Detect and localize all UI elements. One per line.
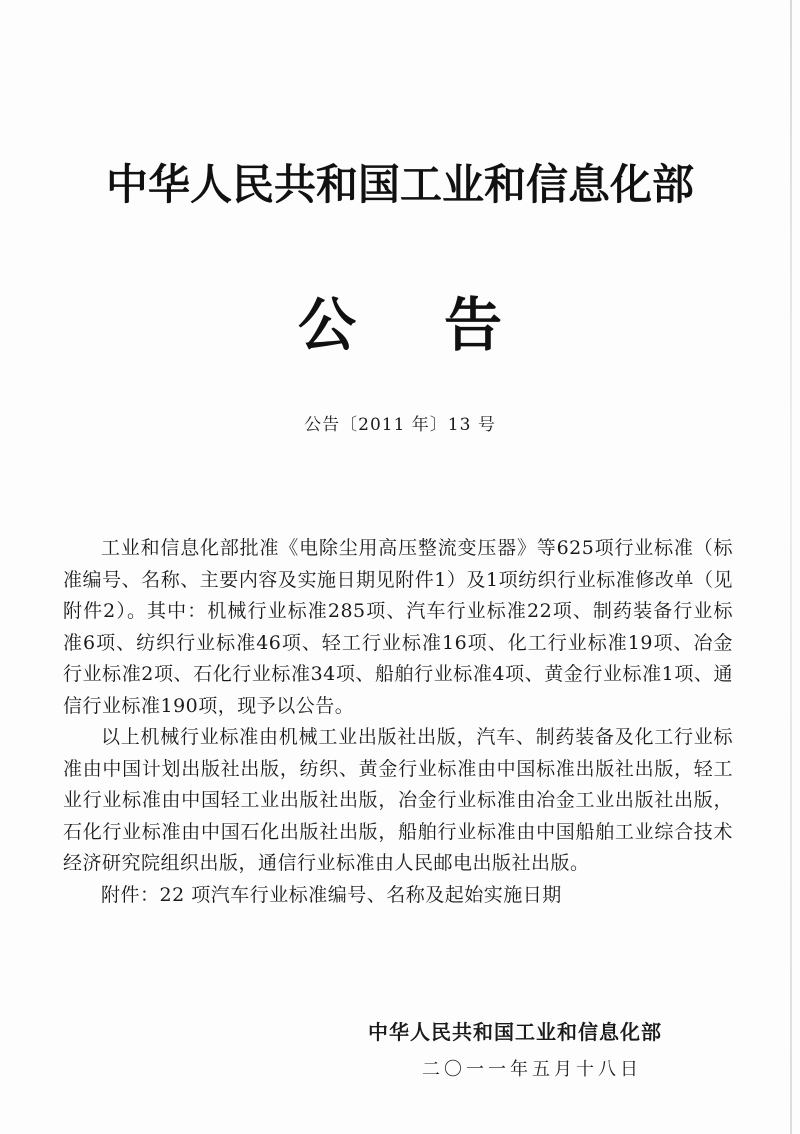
- notice-heading-char-1: 公: [297, 291, 356, 359]
- document-number: 公告〔2011 年〕13 号: [304, 415, 496, 435]
- notice-body: [63, 533, 733, 911]
- notice-heading: [0, 278, 800, 362]
- issuer-signature: 中华人民共和国工业和信息化部: [368, 1020, 662, 1044]
- body-paragraph-1: 工业和信息化部批准《电除尘用高压整流变压器》等625项行业标准（标准编号、名称、主要内容及实施日期见附件1）及1项纺织行业标准修改单（见附件2）。其中：机械行业标准285项、汽车行业标准22项、制药装备行业标准6项、纺织行业标准46项、轻工行业标准16项、化工行业标准19项、冶金行业标准2项、石化行业标准34项、船舶行业标准4项、黄金行业标准1项、通信行业标准190项，现予以公告。: [63, 537, 733, 717]
- notice-heading-char-2: 告: [444, 291, 503, 359]
- issue-date: 二〇一一年五月十八日: [422, 1059, 642, 1080]
- body-paragraph-2: 以上机械行业标准由机械工业出版社出版，汽车、制药装备及化工行业标准由中国计划出版社出版，纺织、黄金行业标准由中国标准出版社出版，轻工业行业标准由中国轻工业出版社出版，冶金行业标准由冶金工业出版社出版，石化行业标准由中国石化出版社出版，船舶行业标准由中国船舶工业综合技术经济研究院组织出版，通信行业标准由人民邮电出版社出版。: [63, 726, 733, 874]
- attachment-line: 附件：22 项汽车行业标准编号、名称及起始实施日期: [101, 883, 562, 906]
- ministry-title: 中华人民共和国工业和信息化部: [105, 160, 694, 209]
